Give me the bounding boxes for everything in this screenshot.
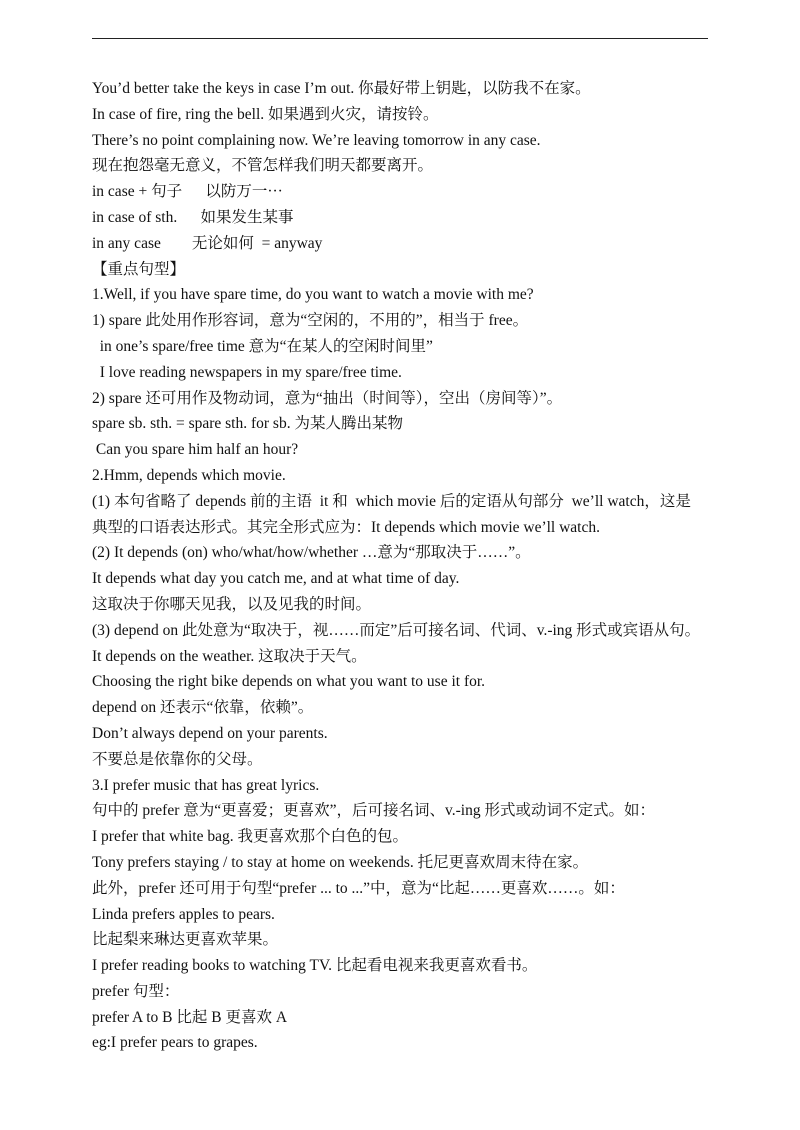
text-line: 1) spare 此处用作形容词，意为“空闲的，不用的”，相当于 free。 — [92, 312, 529, 330]
section-heading: 【重点句型】 — [92, 260, 186, 278]
document-body — [92, 76, 722, 1056]
text-line: There’s no point complaining now. We’re leaving tomorrow in any case. — [92, 131, 541, 149]
text-line: 比起梨来琳达更喜欢苹果。 — [92, 931, 279, 949]
header-rule — [92, 38, 708, 39]
text-line: Tony prefers staying / to stay at home on weekends. 托尼更喜欢周末待在家。 — [92, 853, 589, 871]
text-line: prefer A to B 比起 B 更喜欢 A — [92, 1008, 288, 1026]
text-line: Choosing the right bike depends on what you want to use it for. — [92, 673, 486, 691]
text-line: (1) 本句省略了 depends 前的主语 it 和 which movie 后的定语从句部分 we’ll watch，这是 — [92, 492, 691, 510]
text-line: eg:I prefer pears to grapes. — [92, 1034, 258, 1052]
text-line: I love reading newspapers in my spare/free time. — [92, 363, 402, 381]
text-line: Linda prefers apples to pears. — [92, 905, 275, 923]
text-line: It depends what day you catch me, and at what time of day. — [92, 570, 460, 588]
text-line: I prefer that white bag. 我更喜欢那个白色的包。 — [92, 828, 408, 846]
text-line: in case of sth. 如果发生某事 — [92, 208, 294, 226]
text-line: You’d better take the keys in case I’m out. 你最好带上钥匙，以防我不在家。 — [92, 80, 591, 97]
text-line: depend on 还表示“依靠，依赖”。 — [92, 699, 314, 717]
text-line: in case + 句子 以防万一··· — [92, 183, 283, 201]
text-line: 不要总是依靠你的父母。 — [92, 750, 263, 768]
text-line: 典型的口语表达形式。其完全形式应为：It depends which movie we’ll watch. — [92, 518, 600, 536]
text-line: in one’s spare/free time 意为“在某人的空闲时间里” — [92, 337, 433, 355]
text-line: It depends on the weather. 这取决于天气。 — [92, 647, 367, 665]
text-line: 现在抱怨毫无意义，不管怎样我们明天都要离开。 — [92, 157, 434, 175]
sentence-heading-2: 2.Hmm, depends which movie. — [92, 466, 286, 484]
text-line: Don’t always depend on your parents. — [92, 724, 328, 742]
text-line: (3) depend on 此处意为“取决于，视……而定”后可接名词、代词、v.-ing 形式或宾语从句。 — [92, 621, 701, 639]
text-line: 这取决于你哪天见我，以及见我的时间。 — [92, 595, 372, 613]
text-line: In case of fire, ring the bell. 如果遇到火灾，请按铃。 — [92, 105, 439, 123]
text-line: Can you spare him half an hour? — [92, 441, 299, 459]
text-line: 句中的 prefer 意为“更喜爱；更喜欢”，后可接名词、v.-ing 形式或动词不定式。如： — [92, 802, 655, 820]
sentence-heading-3: 3.I prefer music that has great lyrics. — [92, 776, 320, 794]
text-line: spare sb. sth. = spare sth. for sb. 为某人腾出某物 — [92, 415, 403, 433]
text-line: 2) spare 还可用作及物动词，意为“抽出（时间等），空出（房间等）”。 — [92, 389, 563, 407]
sentence-heading-1: 1.Well, if you have spare time, do you want to watch a movie with me? — [92, 286, 534, 304]
text-line: (2) It depends (on) who/what/how/whether …意为“那取决于……”。 — [92, 544, 531, 562]
text-line: prefer 句型： — [92, 982, 180, 1000]
text-line: in any case 无论如何 = anyway — [92, 234, 323, 252]
text-line: I prefer reading books to watching TV. 比起看电视来我更喜欢看书。 — [92, 957, 538, 975]
text-line: 此外，prefer 还可用于句型“prefer ... to ...”中，意为“比起……更喜欢……。如： — [92, 879, 625, 897]
